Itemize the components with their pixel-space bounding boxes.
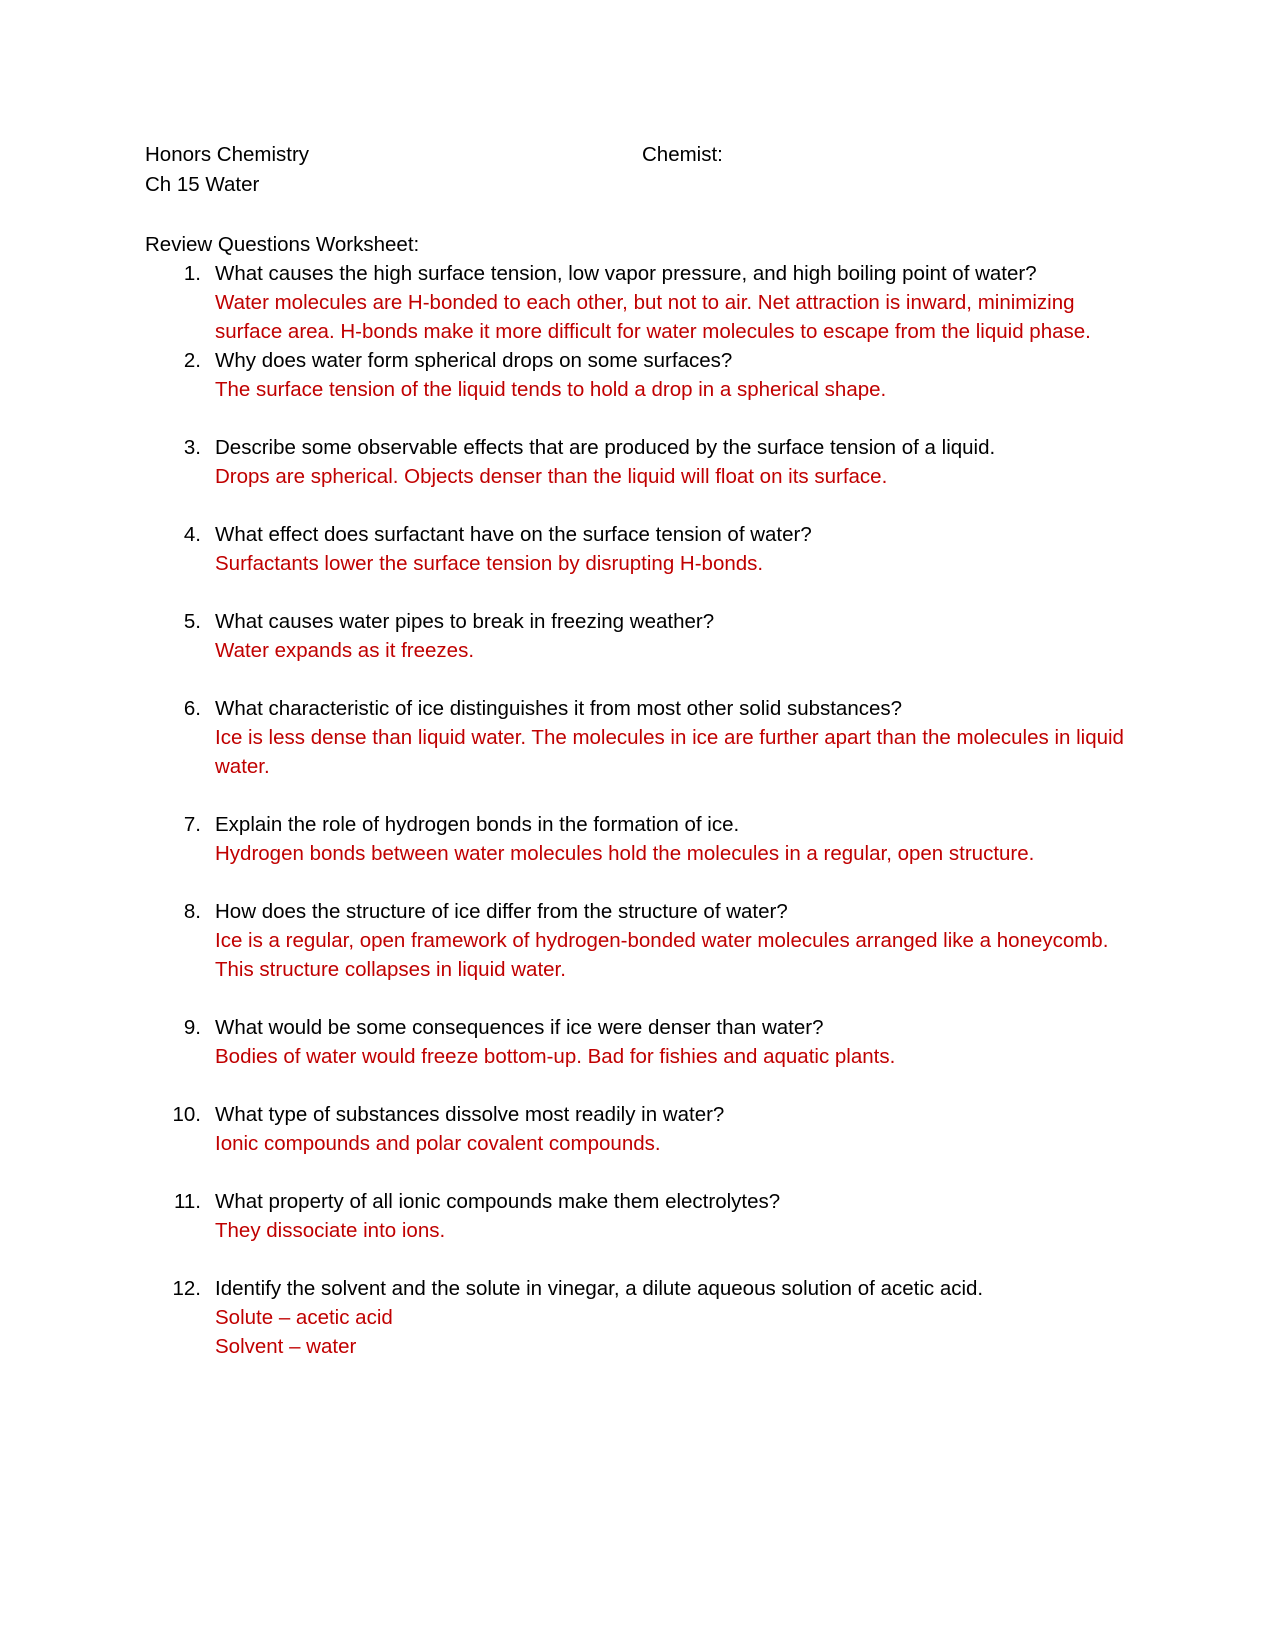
answer-text: Bodies of water would freeze bottom-up. Bad for fishies and aquatic plants. bbox=[215, 1045, 896, 1068]
question-text: What causes the high surface tension, low vapor pressure, and high boiling point of water? bbox=[215, 262, 1037, 285]
worksheet-intro: Review Questions Worksheet: bbox=[145, 233, 420, 256]
list-item bbox=[145, 433, 1135, 491]
list-item bbox=[145, 694, 1135, 781]
list-item bbox=[145, 1013, 1135, 1071]
question-number: 12. bbox=[172, 1277, 201, 1300]
answer-text: Ice is less dense than liquid water. The molecules in ice are further apart than the molecules in liquid water. bbox=[215, 726, 1124, 778]
question-number: 7. bbox=[183, 813, 201, 836]
document-header bbox=[145, 140, 1135, 200]
question-number: 8. bbox=[183, 900, 201, 923]
chemist-name-label: Chemist: bbox=[642, 143, 723, 166]
item-gap bbox=[145, 1071, 1135, 1100]
header-spacer bbox=[145, 200, 1135, 230]
answer-text: Hydrogen bonds between water molecules hold the molecules in a regular, open structure. bbox=[215, 842, 1035, 865]
item-gap bbox=[145, 491, 1135, 520]
question-number: 3. bbox=[183, 436, 201, 459]
answer-text-secondary: Solvent – water bbox=[215, 1335, 357, 1358]
answer-text: Surfactants lower the surface tension by disrupting H-bonds. bbox=[215, 552, 764, 575]
question-number: 2. bbox=[183, 349, 201, 372]
question-number: 5. bbox=[183, 610, 201, 633]
question-number: 4. bbox=[183, 523, 201, 546]
item-gap bbox=[145, 1245, 1135, 1274]
item-gap bbox=[145, 984, 1135, 1013]
list-item bbox=[145, 520, 1135, 578]
list-item bbox=[145, 1274, 1135, 1361]
question-text: Identify the solvent and the solute in vinegar, a dilute aqueous solution of acetic acid. bbox=[215, 1277, 984, 1300]
item-gap bbox=[145, 781, 1135, 810]
list-item bbox=[145, 607, 1135, 665]
question-number: 1. bbox=[183, 262, 201, 285]
question-number: 9. bbox=[183, 1016, 201, 1039]
question-text: What causes water pipes to break in freezing weather? bbox=[215, 610, 715, 633]
question-number: 10. bbox=[172, 1103, 201, 1126]
question-list bbox=[145, 259, 1135, 1361]
answer-text: Solute – acetic acid bbox=[215, 1306, 393, 1329]
question-text: Why does water form spherical drops on some surfaces? bbox=[215, 349, 733, 372]
question-text: What type of substances dissolve most readily in water? bbox=[215, 1103, 725, 1126]
question-number: 6. bbox=[183, 697, 201, 720]
answer-text: Ionic compounds and polar covalent compounds. bbox=[215, 1132, 661, 1155]
question-text: What property of all ionic compounds make them electrolytes? bbox=[215, 1190, 781, 1213]
list-item bbox=[145, 810, 1135, 868]
answer-text: Water molecules are H-bonded to each other, but not to air. Net attraction is inward, minimizing surface area. H-bonds make it more difficult for water molecules to escape from the liquid phase. bbox=[215, 291, 1091, 343]
question-text: What characteristic of ice distinguishes it from most other solid substances? bbox=[215, 697, 903, 720]
item-gap bbox=[145, 578, 1135, 607]
answer-text: Water expands as it freezes. bbox=[215, 639, 475, 662]
list-item bbox=[145, 346, 1135, 404]
list-item bbox=[145, 1187, 1135, 1245]
item-gap bbox=[145, 1158, 1135, 1187]
question-text: What would be some consequences if ice were denser than water? bbox=[215, 1016, 824, 1039]
question-text: How does the structure of ice differ from the structure of water? bbox=[215, 900, 788, 923]
list-item bbox=[145, 897, 1135, 984]
course-title: Honors Chemistry bbox=[145, 143, 310, 166]
header-row-course bbox=[145, 140, 1135, 170]
answer-text: Ice is a regular, open framework of hydrogen-bonded water molecules arranged like a honeycomb. This structure collapses in liquid water. bbox=[215, 929, 1109, 981]
answer-text: They dissociate into ions. bbox=[215, 1219, 446, 1242]
answer-text: The surface tension of the liquid tends to hold a drop in a spherical shape. bbox=[215, 378, 887, 401]
chapter-title: Ch 15 Water bbox=[145, 173, 260, 196]
question-text: What effect does surfactant have on the surface tension of water? bbox=[215, 523, 812, 546]
list-item bbox=[145, 259, 1135, 346]
question-number: 11. bbox=[174, 1190, 201, 1213]
question-text: Describe some observable effects that are produced by the surface tension of a liquid. bbox=[215, 436, 996, 459]
question-text: Explain the role of hydrogen bonds in the formation of ice. bbox=[215, 813, 740, 836]
answer-text: Drops are spherical. Objects denser than the liquid will float on its surface. bbox=[215, 465, 888, 488]
list-item bbox=[145, 1100, 1135, 1158]
item-gap bbox=[145, 665, 1135, 694]
item-gap bbox=[145, 404, 1135, 433]
item-gap bbox=[145, 868, 1135, 897]
